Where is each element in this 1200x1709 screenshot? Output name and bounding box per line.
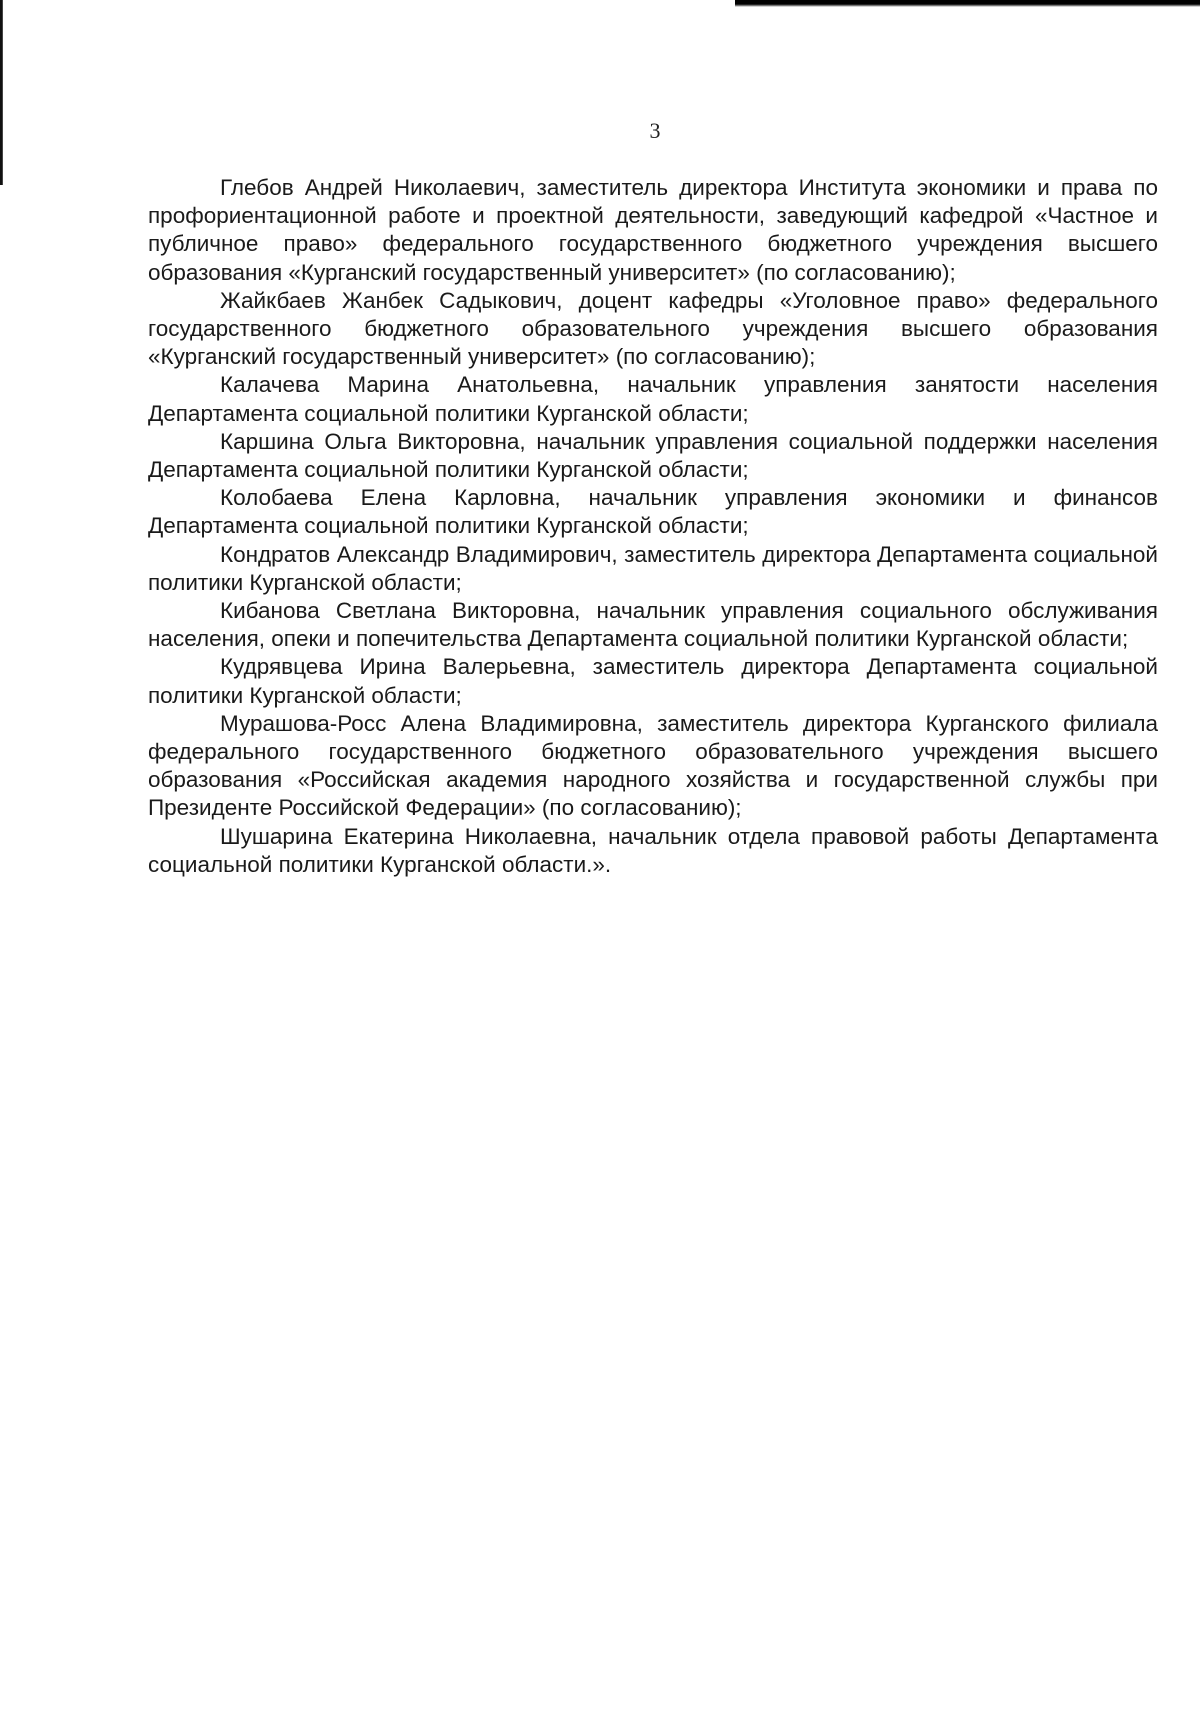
paragraph-zhaikbaev: Жайкбаев Жанбек Садыкович, доцент кафедры «Уголовное право» федерального государственного бюджетного образовательного учреждения высшего образования «Курганский государственный университет» (по согласованию); [148,287,1158,370]
paragraph-murashova-ross: Мурашова-Росс Алена Владимировна, заместитель директора Курганского филиала федерального государственного бюджетного образовательного учреждения высшего образования «Российская академия народного хозяйства и государственной службы при Президенте Российской Федерации» (по согласованию); [148,710,1158,821]
document-body [148,174,1158,879]
scan-edge-artifact-top [735,0,1200,7]
page-number: 3 [649,118,661,143]
paragraph-shusharina: Шушарина Екатерина Николаевна, начальник отдела правовой работы Департамента социальной политики Курганской области.». [148,823,1158,877]
paragraph-glebov: Глебов Андрей Николаевич, заместитель директора Института экономики и права по профориентационной работе и проектной деятельности, заведующий кафедрой «Частное и публичное право» федерального государственного бюджетного учреждения высшего образования «Курганский государственный университет» (по согласованию); [148,175,1158,285]
paragraph-kibanova: Кибанова Светлана Викторовна, начальник управления социального обслуживания населения, опеки и попечительства Департамента социальной политики Курганской области; [148,598,1158,652]
paragraph-kolobaeva: Колобаева Елена Карловна, начальник управления экономики и финансов Департамента социальной политики Курганской области; [148,485,1158,539]
paragraph-karshina: Каршина Ольга Викторовна, начальник управления социальной поддержки населения Департамента социальной политики Курганской области; [148,428,1158,483]
paragraph-kudryavtseva: Кудрявцева Ирина Валерьевна, заместитель директора Департамента социальной политики Курганской области; [148,654,1158,708]
paragraph-kalacheva: Калачева Марина Анатольевна, начальник управления занятости населения Департамента социальной политики Курганской области; [148,372,1158,426]
paragraph-kondratov: Кондратов Александр Владимирович, заместитель директора Департамента социальной политики Курганской области; [148,541,1158,595]
scan-edge-artifact-left [0,0,3,185]
